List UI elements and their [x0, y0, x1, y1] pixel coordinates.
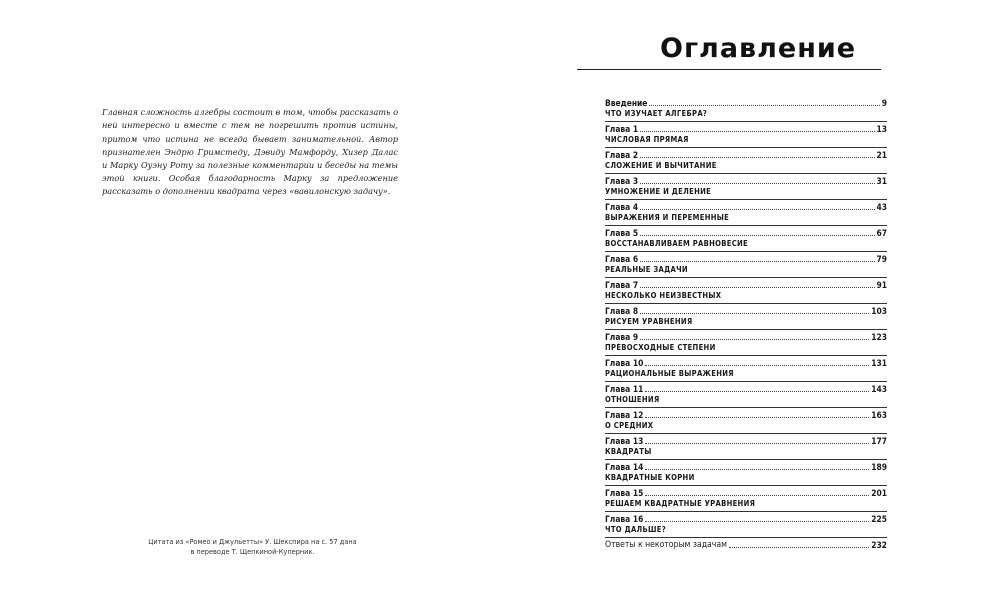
toc-entry-line	[605, 383, 887, 394]
toc-entry-page-number: 225	[871, 514, 887, 524]
toc-entry-divider	[605, 225, 887, 226]
toc-entry-divider	[605, 303, 887, 304]
credit-line-2: в переводе Т. Щепкиной-Куперник.	[190, 548, 315, 556]
toc-entry-subtitle: СЛОЖЕНИЕ И ВЫЧИТАНИЕ	[605, 161, 717, 170]
acknowledgments-paragraph: Главная сложность алгебры состоит в том, чтобы рассказать о ней интересно и вместе с тем не погрешить против истины, притом что истина не всегда бывает занимательной. Автор признателен Эндрю Гримстеду, Дэвиду Мамфорду, Хизер Далас и Марку Оуэну Роту за полезные комментарии и беседы на темы этой книги. Особая благодарность Марку за предложение рассказать о дополнении квадрата через «вавилонскую задачу».	[102, 107, 398, 197]
toc-entry-subtitle: РЕШАЕМ КВАДРАТНЫЕ УРАВНЕНИЯ	[605, 499, 756, 508]
credit-line-1: Цитата из «Ромео и Джульетты» У. Шекспира на с. 57 дана	[148, 538, 357, 546]
toc-entry	[605, 97, 887, 120]
dot-leader	[640, 287, 874, 288]
toc-entry-line	[605, 513, 887, 524]
dot-leader	[645, 417, 869, 418]
toc-entry-line	[605, 487, 887, 498]
right-page	[560, 0, 1001, 603]
toc-entry-subtitle: ВОССТАНАВЛИВАЕМ РАВНОВЕСИЕ	[605, 239, 749, 248]
toc-entry-line	[605, 409, 887, 420]
toc-entry-page-number: 31	[876, 176, 887, 186]
toc-entry-page-number: 103	[871, 306, 887, 316]
dot-leader	[640, 339, 869, 340]
toc-entry-label: Глава 5	[605, 228, 639, 238]
toc-entry-subtitle: ЧТО ИЗУЧАЕТ АЛГЕБРА?	[605, 109, 708, 118]
toc-entry-subtitle: О СРЕДНИХ	[605, 421, 654, 430]
toc-entry-page-number: 67	[876, 228, 887, 238]
toc-entry	[605, 461, 887, 484]
toc-entry-label: Глава 9	[605, 332, 639, 342]
toc-entry-subtitle: КВАДРАТНЫЕ КОРНИ	[605, 473, 695, 482]
toc-entry-subtitle: ЧИСЛОВАЯ ПРЯМАЯ	[605, 135, 689, 144]
toc-entry-label: Глава 16	[605, 514, 644, 524]
toc-entry-page-number: 123	[871, 332, 887, 342]
dot-leader	[640, 157, 874, 158]
toc-entry	[605, 383, 887, 406]
toc-entry-line	[605, 279, 887, 290]
dot-leader	[640, 183, 874, 184]
dot-leader	[640, 131, 874, 132]
toc-entry	[605, 175, 887, 198]
toc-entry-line	[605, 461, 887, 472]
toc-entry-divider	[605, 329, 887, 330]
dot-leader	[645, 391, 869, 392]
toc-entry-label: Ответы к некоторым задачам	[605, 540, 727, 550]
toc-entry-divider	[605, 381, 887, 382]
dot-leader	[645, 495, 869, 496]
dot-leader	[645, 443, 869, 444]
dot-leader	[640, 313, 869, 314]
toc-entry-line	[605, 149, 887, 160]
toc-entry-divider	[605, 199, 887, 200]
toc-entry-divider	[605, 433, 887, 434]
toc-entry-subtitle: ВЫРАЖЕНИЯ И ПЕРЕМЕННЫЕ	[605, 213, 730, 222]
toc-entry-line	[605, 305, 887, 316]
toc-entry-line	[605, 123, 887, 134]
toc-entry-page-number: 79	[876, 254, 887, 264]
toc-entry-line	[605, 175, 887, 186]
toc-entry-divider	[605, 459, 887, 460]
toc-entry	[605, 253, 887, 276]
toc-entry-subtitle: КВАДРАТЫ	[605, 447, 652, 456]
toc-entry-line	[605, 331, 887, 342]
toc-entry-line	[605, 201, 887, 212]
toc-entry-subtitle: УМНОЖЕНИЕ И ДЕЛЕНИЕ	[605, 187, 712, 196]
toc-entry-divider	[605, 407, 887, 408]
toc-entry-page-number: 143	[871, 384, 887, 394]
toc-entry	[605, 149, 887, 172]
toc-entry-divider	[605, 251, 887, 252]
toc-entry-subtitle: НЕСКОЛЬКО НЕИЗВЕСТНЫХ	[605, 291, 722, 300]
toc-entry-page-number: 13	[876, 124, 887, 134]
toc-entry-label: Глава 12	[605, 410, 644, 420]
toc-entry-label: Глава 14	[605, 462, 644, 472]
toc-entry	[605, 305, 887, 328]
toc-entry	[605, 513, 887, 536]
toc-entry-line	[605, 97, 887, 108]
translation-credit	[130, 537, 375, 557]
toc-entry-subtitle: ПРЕВОСХОДНЫЕ СТЕПЕНИ	[605, 343, 716, 352]
toc-entry	[605, 227, 887, 250]
toc-entry-label: Глава 1	[605, 124, 639, 134]
toc-entry-page-number: 43	[876, 202, 887, 212]
toc-entry-divider	[605, 537, 887, 538]
toc-entry-divider	[605, 485, 887, 486]
toc-entry-page-number: 232	[871, 540, 887, 550]
toc-entry-subtitle: РИСУЕМ УРАВНЕНИЯ	[605, 317, 693, 326]
toc-entry-page-number: 91	[876, 280, 887, 290]
toc-entry-subtitle: ЧТО ДАЛЬШЕ?	[605, 525, 666, 534]
toc-entry	[605, 487, 887, 510]
toc-entry-label: Введение	[605, 98, 648, 108]
toc-entry-label: Глава 8	[605, 306, 639, 316]
dot-leader	[645, 365, 869, 366]
toc-entry-label: Глава 2	[605, 150, 639, 160]
toc-entry-page-number: 163	[871, 410, 887, 420]
toc-entry	[605, 123, 887, 146]
toc-entry	[605, 279, 887, 302]
toc-entry-label: Глава 3	[605, 176, 639, 186]
toc-entry-page-number: 21	[876, 150, 887, 160]
dot-leader	[645, 469, 869, 470]
toc-entry-label: Глава 6	[605, 254, 639, 264]
toc-entry-page-number: 9	[881, 98, 887, 108]
toc-entry	[605, 539, 887, 562]
dot-leader	[640, 235, 874, 236]
toc-entry-page-number: 201	[871, 488, 887, 498]
left-page	[0, 0, 500, 603]
toc-entry-page-number: 177	[871, 436, 887, 446]
toc-entry-subtitle: РАЦИОНАЛЬНЫЕ ВЫРАЖЕНИЯ	[605, 369, 734, 378]
dot-leader	[645, 521, 869, 522]
toc-entry-label: Глава 7	[605, 280, 639, 290]
toc-entry	[605, 331, 887, 354]
toc-entry-subtitle: РЕАЛЬНЫЕ ЗАДАЧИ	[605, 265, 688, 274]
toc-entry-line	[605, 357, 887, 368]
toc-entry	[605, 435, 887, 458]
toc-entry-label: Глава 13	[605, 436, 644, 446]
toc-entry	[605, 409, 887, 432]
toc-entry-divider	[605, 355, 887, 356]
toc-entry-divider	[605, 511, 887, 512]
dot-leader	[649, 105, 879, 106]
toc-entry-page-number: 189	[871, 462, 887, 472]
toc-entry-divider	[605, 121, 887, 122]
toc-title: Оглавление	[660, 33, 857, 64]
toc-entry-line	[605, 253, 887, 264]
toc-entry-label: Глава 4	[605, 202, 639, 212]
toc-entry	[605, 357, 887, 380]
toc-entry-label: Глава 10	[605, 358, 644, 368]
title-underline	[577, 69, 881, 70]
toc-entry	[605, 201, 887, 224]
dot-leader	[640, 209, 874, 210]
toc-entry-line	[605, 227, 887, 238]
toc-entry-label: Глава 11	[605, 384, 644, 394]
toc-entry-divider	[605, 277, 887, 278]
toc-entry-line	[605, 435, 887, 446]
dot-leader	[640, 261, 874, 262]
toc-entry-line	[605, 539, 887, 550]
toc-entry-divider	[605, 173, 887, 174]
toc-entry-label: Глава 15	[605, 488, 644, 498]
dot-leader	[729, 547, 869, 548]
toc-entry-subtitle: ОТНОШЕНИЯ	[605, 395, 660, 404]
toc-entry-page-number: 131	[871, 358, 887, 368]
toc-entry-divider	[605, 147, 887, 148]
